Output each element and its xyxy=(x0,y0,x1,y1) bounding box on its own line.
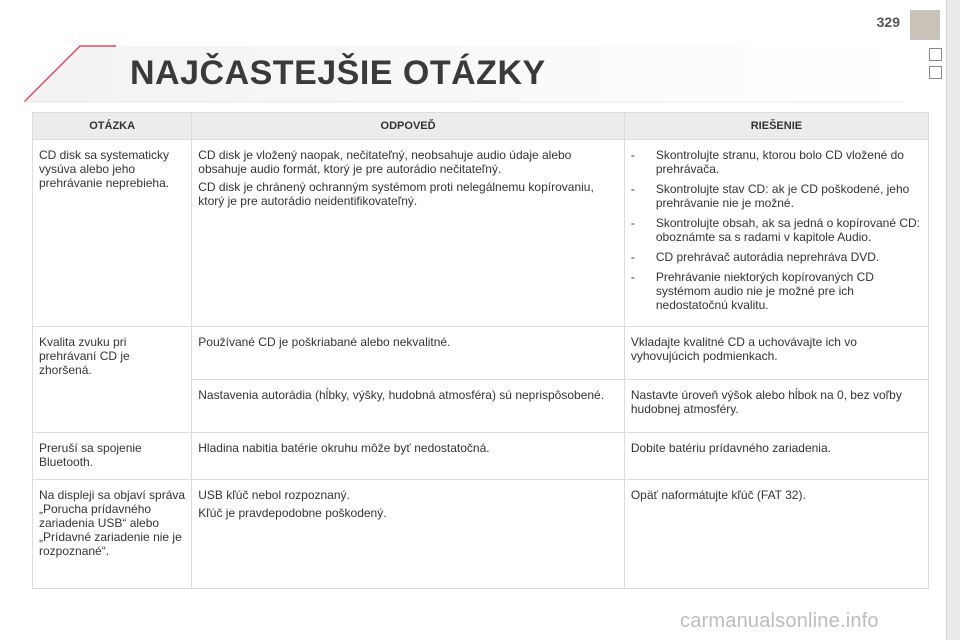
question-text: CD disk sa systematicky vysúva alebo jeho prehrávanie neprebieha. xyxy=(39,148,170,190)
page-title: NAJČASTEJŠIE OTÁZKY xyxy=(130,54,546,92)
cell-answer xyxy=(192,380,625,433)
answer-text: Hladina nabitia batérie okruhu môže byť nedostatočná. xyxy=(198,441,490,455)
bullet-mark: - xyxy=(630,250,635,264)
list-item xyxy=(631,270,922,312)
answer-text: Nastavenia autorádia (hĺbky, výšky, hudobná atmosféra) sú neprispôsobené. xyxy=(198,388,605,402)
faq-table xyxy=(32,112,929,589)
watermark: carmanualsonline.info xyxy=(680,610,879,632)
answer-text: Používané CD je poškriabané alebo nekvalitné. xyxy=(198,335,451,349)
header-answer: ODPOVEĎ xyxy=(192,113,625,140)
solution-text: Nastavte úroveň výšok alebo hĺbok na 0, bez voľby hudobnej atmosféry. xyxy=(630,388,902,416)
header-solution: RIEŠENIE xyxy=(624,113,928,140)
table-header-row xyxy=(33,113,929,140)
solution-text: Dobite batériu prídavného zariadenia. xyxy=(630,441,831,455)
cell-answer xyxy=(192,480,625,589)
table-row xyxy=(33,480,929,589)
solution-list xyxy=(631,148,922,312)
table-row xyxy=(33,140,929,327)
bullet-mark: - xyxy=(630,270,635,284)
page-number: 329 xyxy=(876,14,900,30)
table-row xyxy=(33,433,929,480)
question-text: Na displeji sa objaví správa „Porucha prídavného zariadenia USB“ alebo „Prídavné zariadenie nie je rozpoznané“. xyxy=(39,488,186,558)
list-item xyxy=(631,250,922,264)
solution-text: Skontrolujte stav CD: ak je CD poškodené, jeho prehrávanie nie je možné. xyxy=(655,182,910,210)
answer-text: USB kľúč nebol rozpoznaný. xyxy=(198,488,350,502)
cell-solution xyxy=(624,380,928,433)
side-tab-1 xyxy=(929,48,942,61)
side-strip xyxy=(946,0,960,640)
question-text: Preruší sa spojenie Bluetooth. xyxy=(39,441,142,469)
cell-solution xyxy=(624,433,928,480)
cell-answer xyxy=(192,433,625,480)
cell-answer xyxy=(192,327,625,380)
cell-question xyxy=(33,480,192,589)
solution-text: CD prehrávač autorádia neprehráva DVD. xyxy=(655,250,880,264)
question-text: Kvalita zvuku pri prehrávaní CD je zhoršená. xyxy=(39,335,130,377)
answer-text: CD disk je vložený naopak, nečitateľný, neobsahuje audio údaje alebo obsahuje audio formát, ktorý je pre autorádio nečitateľný. xyxy=(198,148,572,176)
cell-solution xyxy=(624,140,928,327)
corner-block xyxy=(910,10,940,40)
solution-text: Prehrávanie niektorých kopírovaných CD systémom audio nie je možné pre ich nedostatočnú kvalitu. xyxy=(655,270,874,312)
cell-solution xyxy=(624,480,928,589)
cell-question xyxy=(33,433,192,480)
list-item xyxy=(631,216,922,244)
bullet-mark: - xyxy=(630,182,635,196)
header-question: OTÁZKA xyxy=(33,113,192,140)
bullet-mark: - xyxy=(630,216,635,230)
cell-question xyxy=(33,327,192,433)
cell-question xyxy=(33,140,192,327)
answer-text: CD disk je chránený ochranným systémom proti nelegálnemu kopírovaniu, ktorý je pre autorádio neidentifikovateľný. xyxy=(198,180,594,208)
answer-text: Kľúč je pravdepodobne poškodený. xyxy=(198,506,387,520)
solution-text: Vkladajte kvalitné CD a uchovávajte ich vo vyhovujúcich podmienkach. xyxy=(630,335,857,363)
list-item xyxy=(631,148,922,176)
solution-text: Opäť naformátujte kľúč (FAT 32). xyxy=(630,488,806,502)
table-row xyxy=(33,327,929,380)
solution-text: Skontrolujte obsah, ak sa jedná o kopírované CD: oboznámte sa s radami v kapitole Audio. xyxy=(655,216,921,244)
cell-solution xyxy=(624,327,928,380)
side-tab-2 xyxy=(929,66,942,79)
solution-text: Skontrolujte stranu, ktorou bolo CD vložené do prehrávača. xyxy=(655,148,904,176)
bullet-mark: - xyxy=(630,148,635,162)
cell-answer xyxy=(192,140,625,327)
list-item xyxy=(631,182,922,210)
